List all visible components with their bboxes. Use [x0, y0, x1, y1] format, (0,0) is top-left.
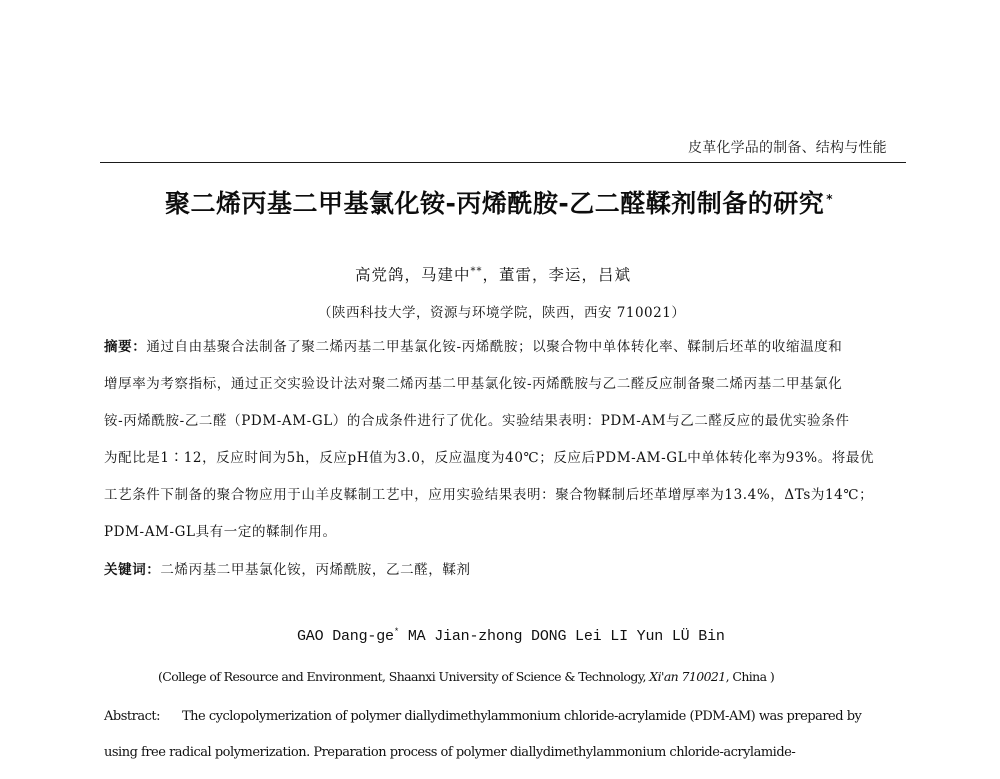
keywords-cn [104, 558, 471, 578]
corresponding-author-mark: ** [470, 265, 483, 277]
keywords-cn-text: 二烯丙基二甲基氯化铵，丙烯酰胺，乙二醛，鞣剂 [160, 562, 471, 578]
abstract-cn-line [104, 336, 912, 373]
affiliation-en-city: Xi'an 710021 [649, 669, 726, 684]
abstract-cn-line: 工艺条件下制备的聚合物应用于山羊皮鞣制工艺中，应用实验结果表明：聚合物鞣制后坯革增厚率为13.4%，ΔTs为14℃； [104, 487, 874, 503]
authors-cn-part1: 高党鸽，马建中 [355, 266, 471, 284]
header-rule [100, 162, 906, 163]
abstract-cn-line: 为配比是1∶12，反应时间为5h，反应pH值为3.0，反应温度为40℃；反应后PDM-AM-GL中单体转化率为93%。将最优 [104, 450, 875, 466]
affiliation-en-suffix: , China ) [725, 669, 775, 684]
affiliation-cn: （陕西科技大学，资源与环境学院，陕西，西安 710021） [318, 305, 686, 321]
title-text: 聚二烯丙基二甲基氯化铵-丙烯酰胺-乙二醛鞣剂制备的研究 [165, 189, 825, 218]
title-footnote-mark: * [826, 191, 834, 206]
keywords-cn-label: 关键词： [104, 562, 161, 578]
abstract-cn-line: PDM-AM-GL具有一定的鞣制作用。 [104, 524, 337, 540]
abstract-en-label: Abstract: [104, 709, 160, 724]
authors-en-part1: GAO Dang-ge [297, 628, 394, 645]
abstract-cn-label: 摘要： [104, 339, 147, 355]
abstract-en-line: using free radical polymerization. Preparation process of polymer diallydimethylammonium chloride-acrylamide- [104, 745, 796, 760]
affiliation-en [158, 669, 774, 684]
affiliation-en-prefix: (College of Resource and Environment, Shaanxi University of Science & Technology, [158, 669, 650, 684]
authors-en-part2: MA Jian-zhong DONG Lei LI Yun LÜ Bin [399, 628, 725, 645]
abstract-cn-line: 增厚率为考察指标，通过正交实验设计法对聚二烯丙基二甲基氯化铵-丙烯酰胺与乙二醛反应制备聚二烯丙基二甲基氯化 [104, 376, 843, 392]
abstract-cn [104, 336, 912, 558]
authors-en-corresponding-mark: * [393, 627, 400, 637]
abstract-cn-line: 铵-丙烯酰胺-乙二醛（PDM-AM-GL）的合成条件进行了优化。实验结果表明：PDM-AM与乙二醛反应的最优实验条件 [104, 413, 850, 429]
authors-cn-part2: ，董雷，李运，吕斌 [482, 266, 632, 284]
abstract-en-text: The cyclopolymerization of polymer diallydimethylammonium chloride-acrylamide (PDM-AM) was prepared by [181, 709, 862, 724]
abstract-en [104, 707, 904, 779]
authors-cn [355, 263, 631, 285]
authors-en [297, 627, 725, 645]
running-header: 皮革化学品的制备、结构与性能 [688, 140, 887, 156]
paper-title [165, 184, 833, 220]
abstract-en-line [104, 707, 904, 743]
abstract-cn-text: 通过自由基聚合法制备了聚二烯丙基二甲基氯化铵-丙烯酰胺；以聚合物中单体转化率、鞣制后坯革的收缩温度和 [146, 339, 843, 355]
